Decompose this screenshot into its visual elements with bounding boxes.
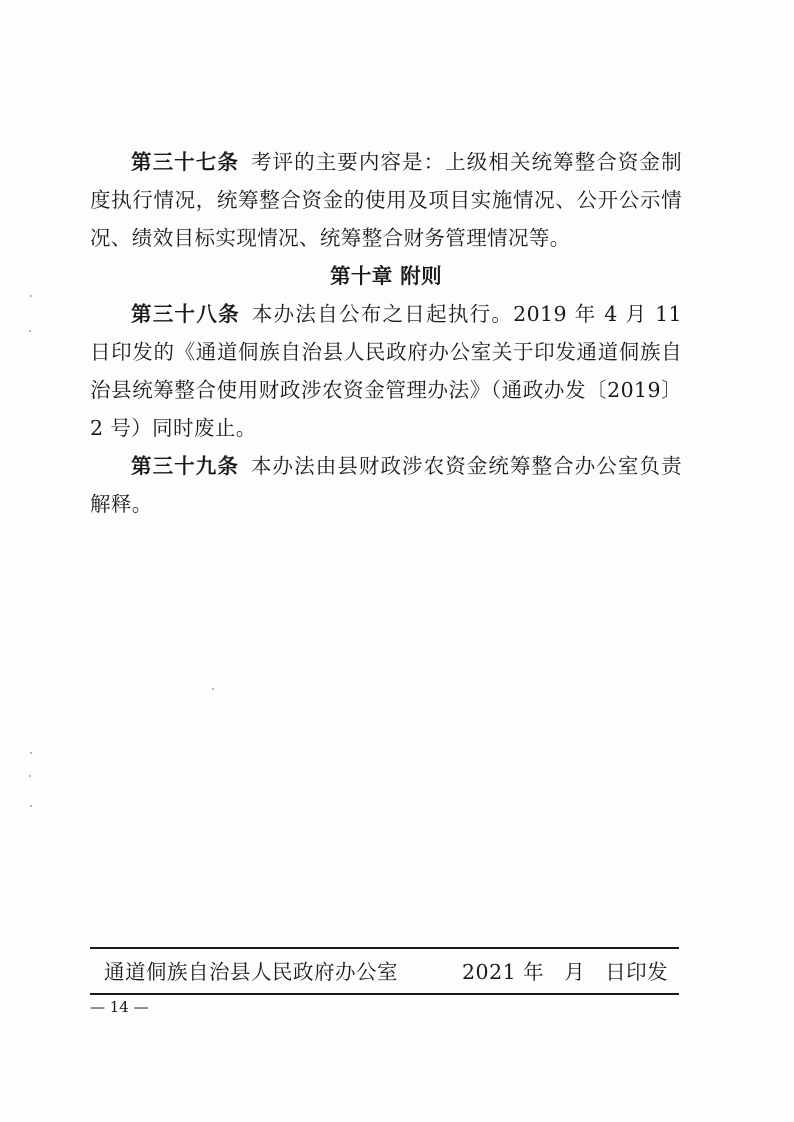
scan-speck <box>30 295 32 297</box>
footer-rule-top <box>90 947 679 949</box>
chapter-10-heading: 第十章 附则 <box>329 264 443 288</box>
article-37-text: 考评的主要内容是：上级相关统筹整合资金制度执行情况，统筹整合资金的使用及项目实施情况、公开公示情况、绩效目标实现情况、统筹整合财务管理情况等。 <box>90 150 682 250</box>
footer-issuer: 通道侗族自治县人民政府办公室 <box>104 960 398 984</box>
article-38-text: 本办法自公布之日起执行。2019 年 4 月 11 日印发的《通道侗族自治县人民政府办公室关于印发通道侗族自治县统筹整合使用财政涉农资金管理办法》（通政办发〔2019〕2 号）同时废止。 <box>90 302 682 440</box>
scan-speck <box>30 805 32 807</box>
footer-date-year: 2021 年 <box>462 960 545 984</box>
article-38-label: 第三十八条 <box>131 302 240 326</box>
document-body <box>90 143 682 523</box>
article-38 <box>90 295 682 447</box>
page-number: — 14 — <box>90 998 149 1016</box>
footer-date-month: 月 <box>564 960 586 984</box>
article-37-label: 第三十七条 <box>131 150 239 174</box>
article-39-label: 第三十九条 <box>131 454 239 478</box>
scan-speck <box>212 688 214 690</box>
scan-speck <box>29 775 31 777</box>
footer-rule-bottom <box>90 993 679 995</box>
footer-print-date <box>462 957 668 987</box>
article-37 <box>90 143 682 257</box>
footer-date-day: 日印发 <box>605 960 669 984</box>
scan-speck <box>30 752 32 754</box>
article-39 <box>90 447 682 523</box>
scan-speck <box>29 330 31 332</box>
article-39-text: 本办法由县财政涉农资金统筹整合办公室负责解释。 <box>90 454 682 516</box>
